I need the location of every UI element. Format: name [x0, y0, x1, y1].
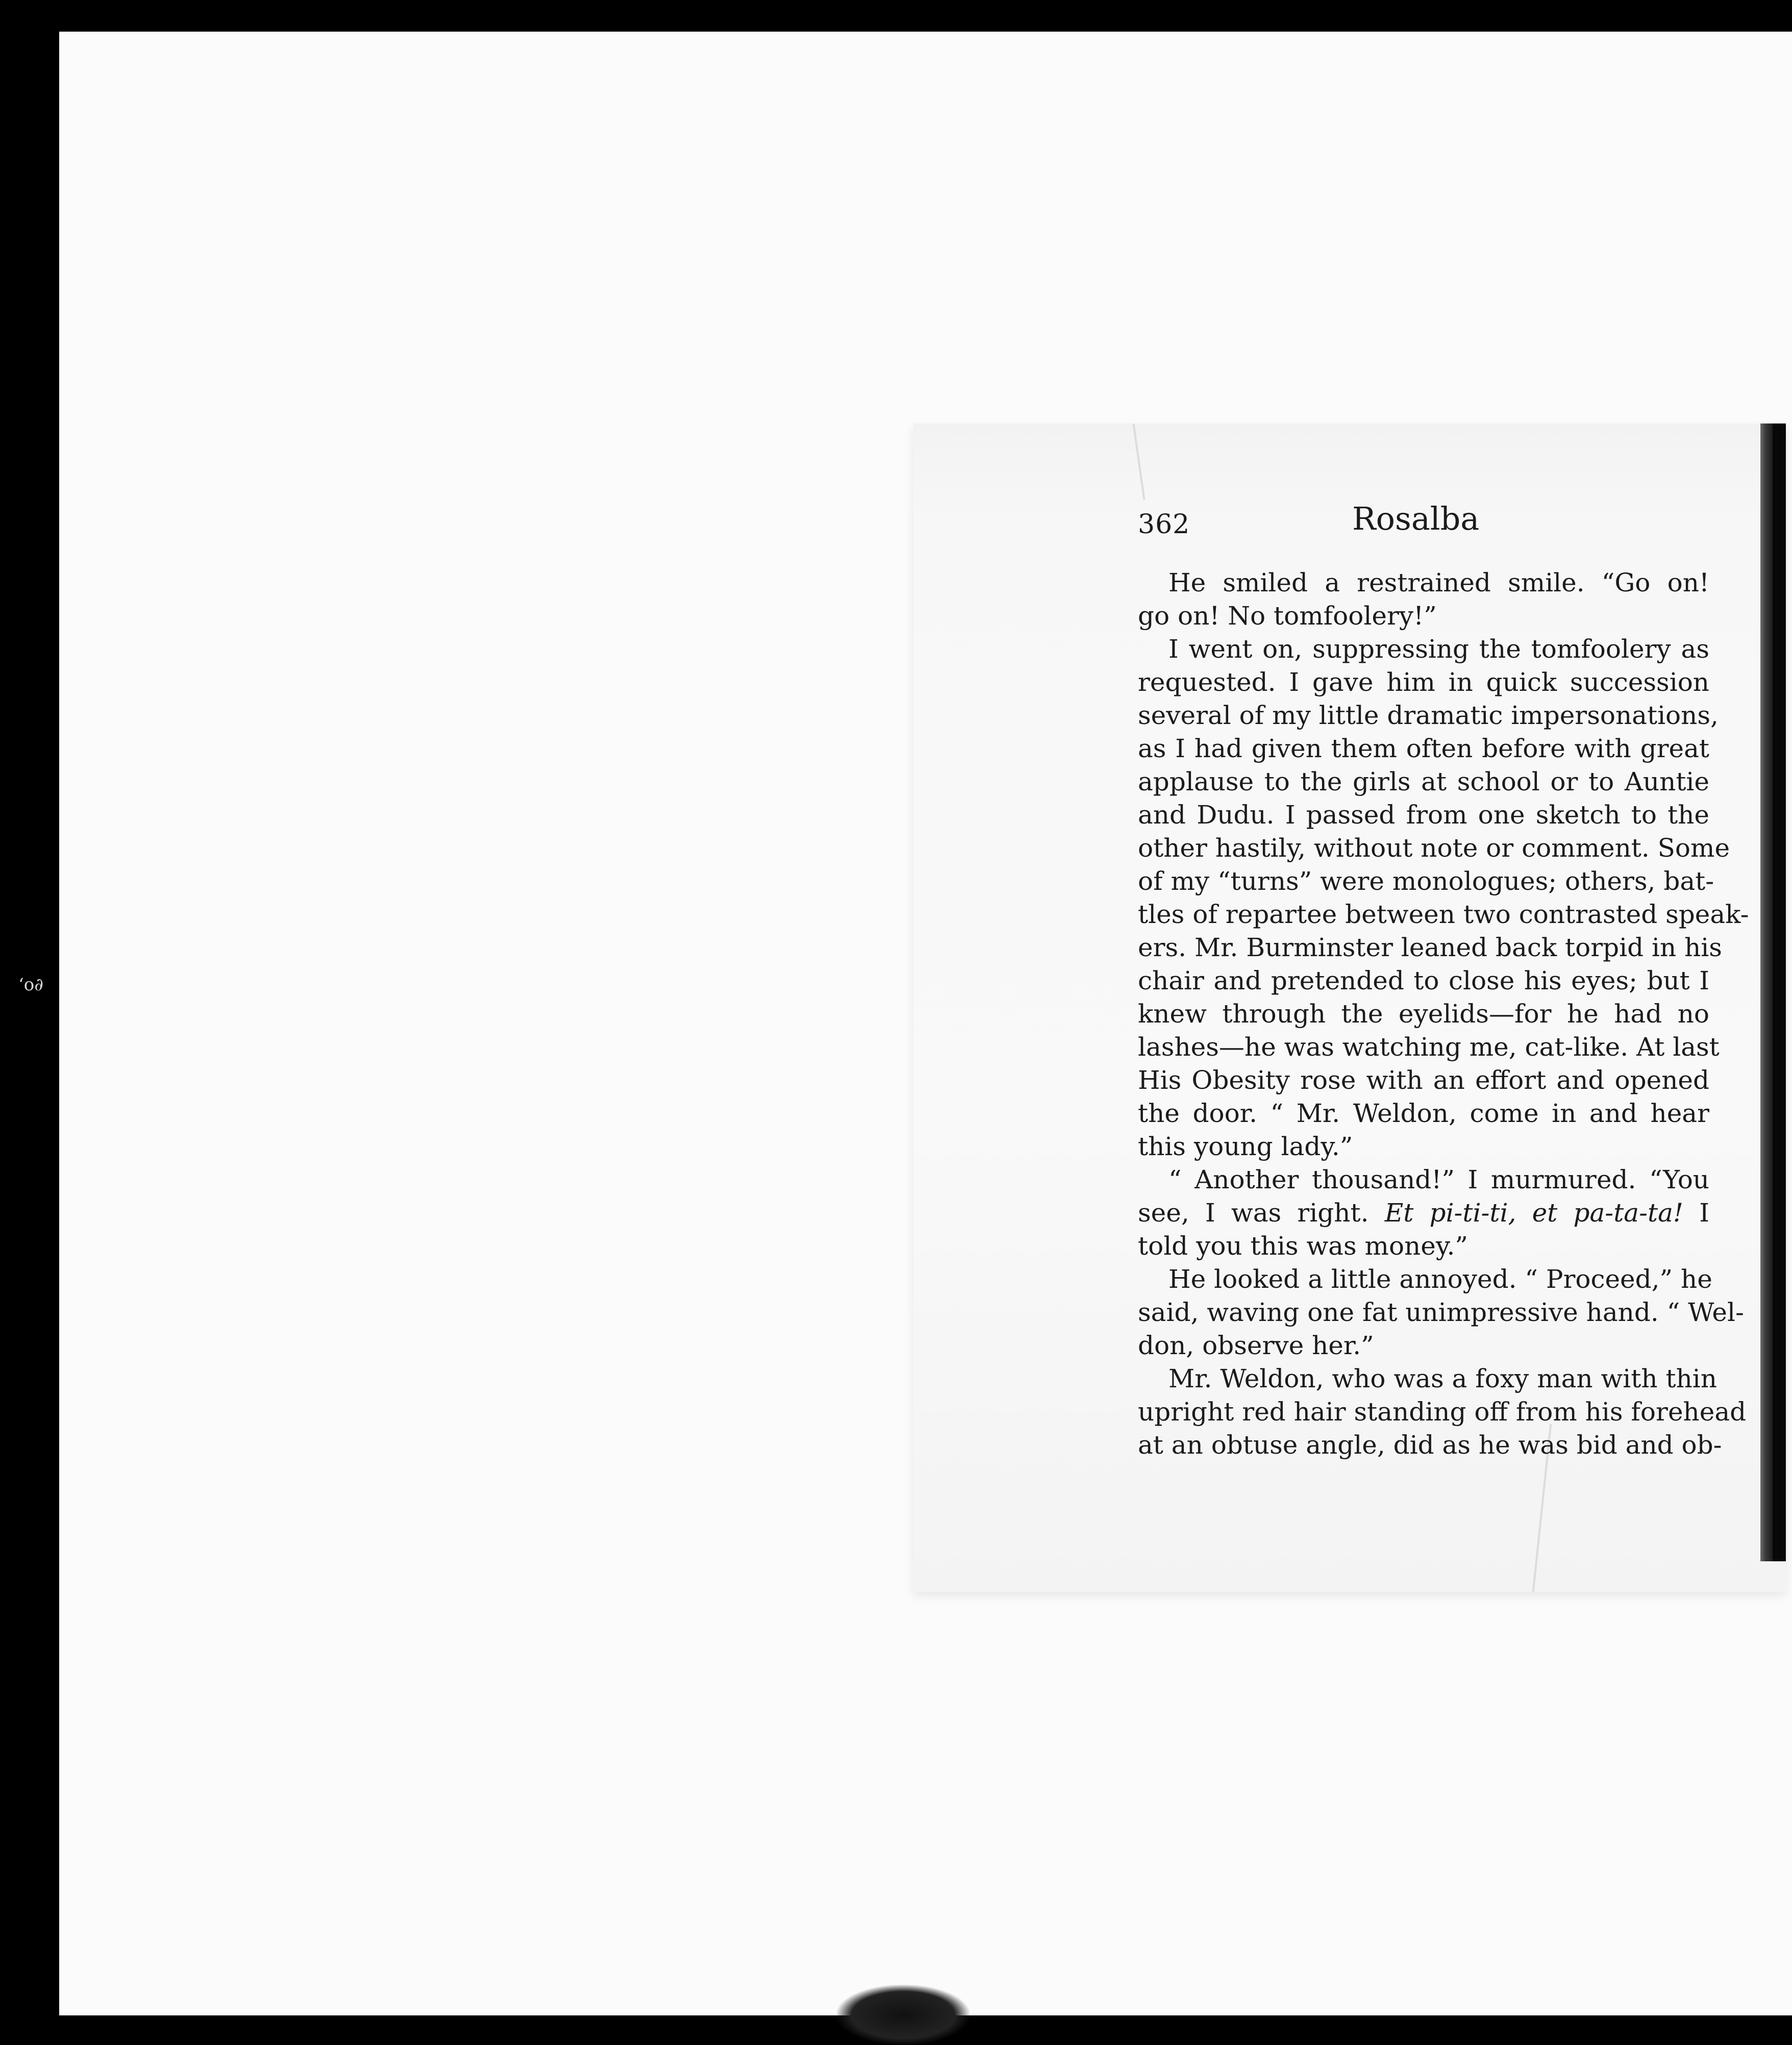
text-line: I went on, suppressing the tomfoolery as	[1168, 634, 1709, 664]
page-tear-top	[1133, 423, 1146, 500]
text-line: requested. I gave him in quick succession	[1138, 667, 1709, 697]
book-page	[913, 423, 1786, 1592]
text-line: as I had given them often before with great	[1138, 734, 1709, 763]
body-text	[1138, 566, 1749, 1462]
text-line: the door. “ Mr. Weldon, come in and hear	[1138, 1099, 1709, 1128]
text-line: knew through the eyelids—for he had no	[1138, 999, 1709, 1029]
italic-phrase: Et pi-ti-ti, et pa-ta-ta!	[1384, 1198, 1683, 1228]
page-outer-edge	[1773, 423, 1786, 1561]
text-line: several of my little dramatic impersonations,	[1138, 701, 1719, 730]
text-line: told you this was money.”	[1138, 1231, 1468, 1261]
page-header	[1138, 500, 1648, 546]
text-fragment: see, I was right.	[1138, 1198, 1369, 1228]
text-line: upright red hair standing off from his forehead	[1138, 1397, 1747, 1427]
text-line: ers. Mr. Burminster leaned back torpid in his	[1138, 933, 1722, 962]
text-fragment: I	[1699, 1198, 1709, 1228]
text-line: “ Another thousand!” I murmured. “You	[1168, 1165, 1709, 1194]
text-line: Mr. Weldon, who was a foxy man with thin	[1168, 1364, 1717, 1393]
running-head: Rosalba	[1352, 500, 1480, 537]
text-line: go on! No tomfoolery!”	[1138, 601, 1437, 631]
text-line: lashes—he was watching me, cat-like. At last	[1138, 1032, 1720, 1062]
text-line: He looked a little annoyed. “ Proceed,” he	[1168, 1264, 1712, 1294]
text-line: applause to the girls at school or to Auntie	[1138, 767, 1709, 796]
film-blot	[837, 1985, 969, 2045]
text-line: tles of repartee between two contrasted speak-	[1138, 900, 1749, 929]
text-line: other hastily, without note or comment. Some	[1138, 833, 1730, 863]
text-line: don, observe her.”	[1138, 1331, 1374, 1360]
text-line: said, waving one fat unimpressive hand. “ Wel-	[1138, 1298, 1744, 1327]
book-binding	[1760, 423, 1773, 1561]
text-line-mixed	[1138, 1196, 1709, 1230]
text-line: and Dudu. I passed from one sketch to the	[1138, 800, 1709, 830]
text-line: chair and pretended to close his eyes; but I	[1138, 966, 1709, 995]
page-number: 362	[1138, 509, 1190, 540]
text-line: He smiled a restrained smile. “Go on!	[1168, 568, 1709, 597]
margin-mark: ‘o∂	[18, 975, 43, 995]
text-line: of my “turns” were monologues; others, bat-	[1138, 866, 1714, 896]
text-line: this young lady.”	[1138, 1132, 1353, 1161]
text-line: at an obtuse angle, did as he was bid and ob-	[1138, 1430, 1722, 1460]
text-line: His Obesity rose with an effort and opened	[1138, 1065, 1709, 1095]
